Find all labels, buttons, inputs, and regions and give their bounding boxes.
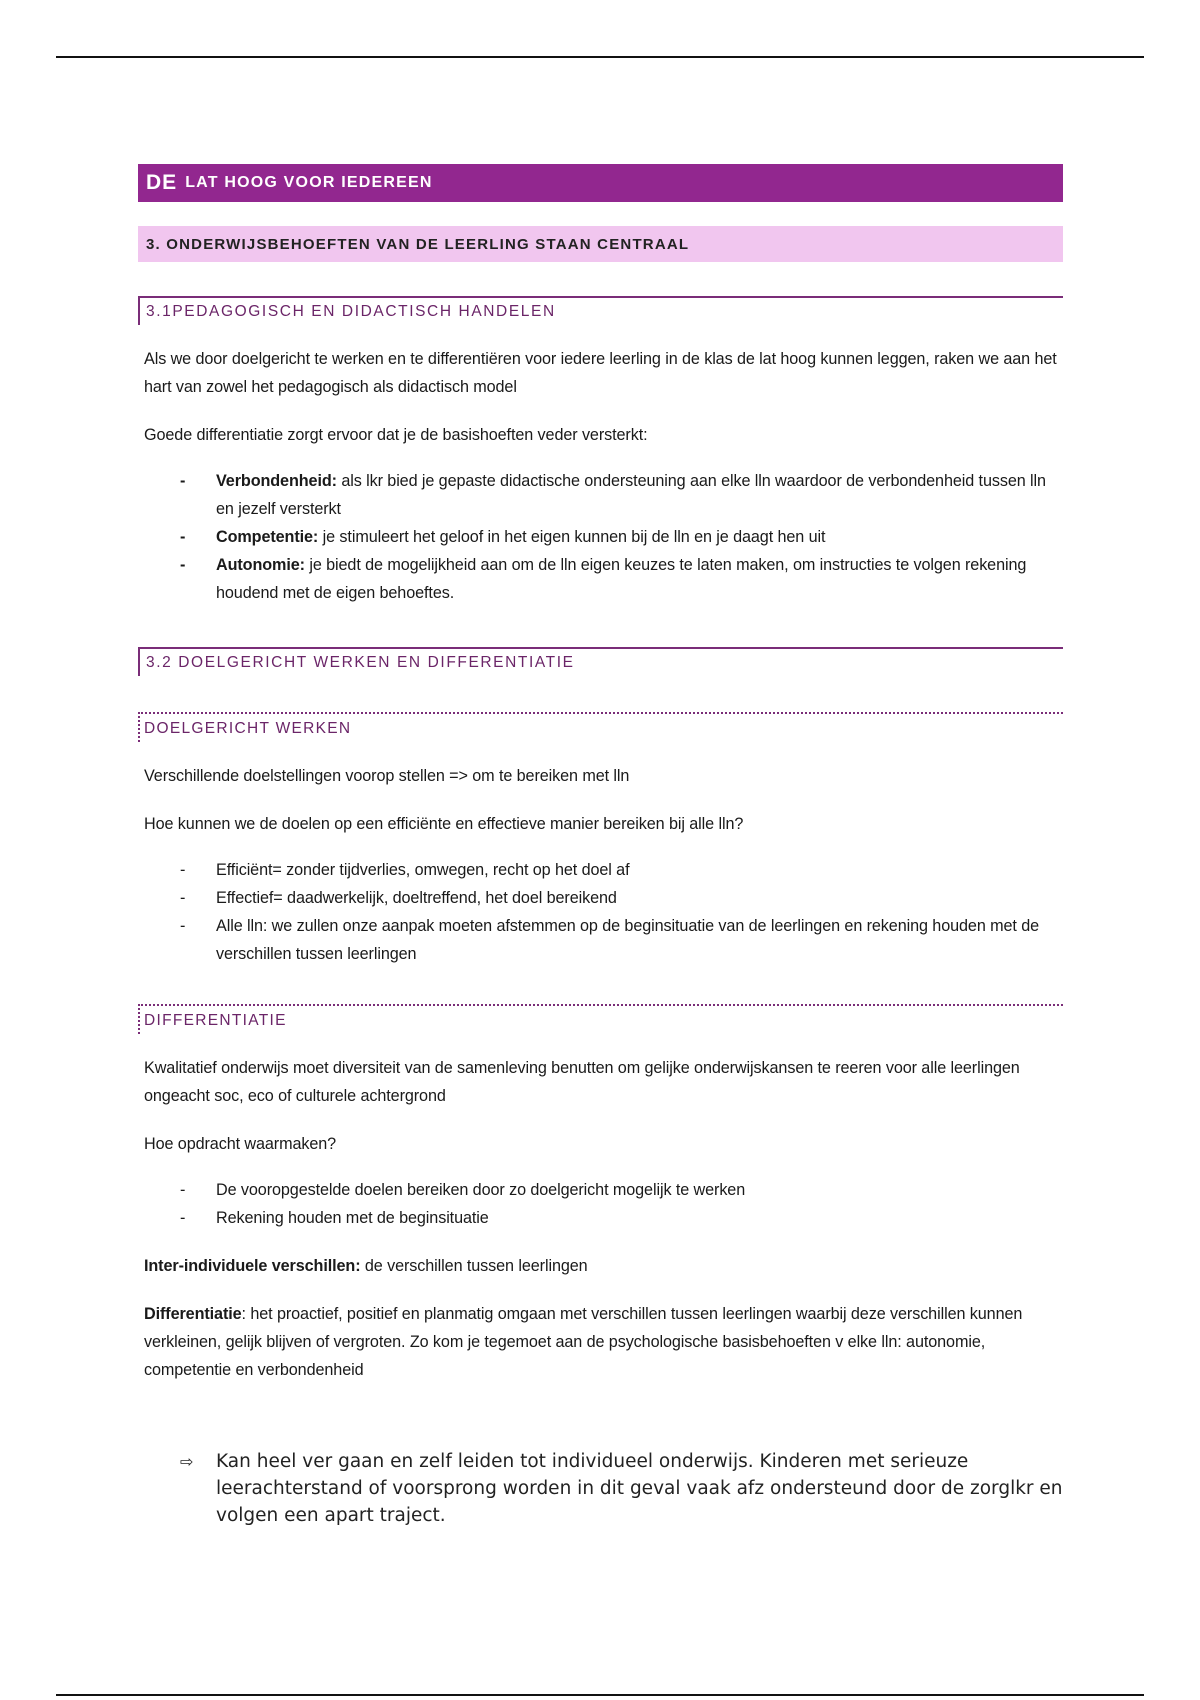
arrow-note — [138, 1448, 1063, 1529]
list-item-text: Alle lln: we zullen onze aanpak moeten afstemmen op de beginsituatie van de leerlingen en rekening houden met de verschillen tussen leerlingen — [216, 917, 1040, 963]
list-item-term: Verbondenheid: — [216, 472, 337, 490]
differentiatie-paragraph-1: Kwalitatief onderwijs moet diversiteit van de samenleving benutten om gelijke onderwijskansen te reeren voor alle leerlingen ongeacht soc, eco of culturele achtergrond — [144, 1059, 1020, 1105]
list-item-term: Autonomie: — [216, 556, 305, 574]
list-item — [138, 1176, 1063, 1204]
list-item-text: je stimuleert het geloof in het eigen kunnen bij de lln en je daagt hen uit — [318, 528, 826, 546]
subsection-heading-doelgericht: DOELGERICHT WERKEN — [138, 712, 1063, 742]
title-prefix: DE — [146, 171, 178, 194]
document-title — [138, 164, 1063, 202]
dash-bullet: - — [180, 889, 186, 907]
list-item-text: Efficiënt= zonder tijdverlies, omwegen, recht op het doel af — [216, 861, 630, 879]
bottom-page-rule — [56, 1694, 1144, 1696]
arrow-right-icon: ⇨ — [180, 1452, 194, 1471]
doelgericht-list — [138, 856, 1063, 968]
dash-bullet: - — [180, 917, 186, 935]
definition-term: Inter-individuele verschillen: — [144, 1257, 361, 1275]
list-item — [138, 856, 1063, 884]
dash-bullet: - — [180, 556, 186, 574]
definition-text: de verschillen tussen leerlingen — [360, 1257, 588, 1275]
dash-bullet: - — [180, 528, 186, 546]
list-item — [138, 551, 1063, 607]
list-item-text: als lkr bied je gepaste didactische ondersteuning aan elke lln waardoor de verbondenheid tussen lln en jezelf versterkt — [216, 472, 1046, 518]
definition-term: Differentiatie — [144, 1305, 242, 1323]
list-item-text: je biedt de mogelijkheid aan om de lln eigen keuzes te laten maken, om instructies te volgen rekening houdend met de eigen behoeftes. — [216, 556, 1027, 602]
list-item — [138, 523, 1063, 551]
list-item-text: Effectief= daadwerkelijk, doeltreffend, het doel bereikend — [216, 889, 617, 907]
section-heading-3-1: 3.1PEDAGOGISCH EN DIDACTISCH HANDELEN — [138, 296, 1063, 325]
differentiatie-list — [138, 1176, 1063, 1232]
list-item-text: Rekening houden met de beginsituatie — [216, 1209, 489, 1227]
basic-needs-list — [138, 467, 1063, 607]
list-item-text: De vooropgestelde doelen bereiken door zo doelgericht mogelijk te werken — [216, 1181, 746, 1199]
list-item — [138, 884, 1063, 912]
list-item — [138, 1204, 1063, 1232]
definition-inter-individual — [144, 1252, 1063, 1280]
top-page-rule — [56, 56, 1144, 58]
list-item-term: Competentie: — [216, 528, 319, 546]
section1-paragraph-2: Goede differentiatie zorgt ervoor dat je de basishoeften veder versterkt: — [144, 426, 648, 444]
dash-bullet: - — [180, 861, 186, 879]
arrow-note-text: Kan heel ver gaan en zelf leiden tot individueel onderwijs. Kinderen met serieuze leerachterstand of voorsprong worden in dit geval vaak afz ondersteund door de zorglkr en volgen een apart traject. — [216, 1451, 1063, 1526]
chapter-heading: 3. ONDERWIJSBEHOEFTEN VAN DE LEERLING STAAN CENTRAAL — [138, 226, 1063, 262]
subsection-heading-differentiatie: DIFFERENTIATIE — [138, 1004, 1063, 1034]
definition-text: : het proactief, positief en planmatig omgaan met verschillen tussen leerlingen waarbij deze verschillen kunnen verkleinen, gelijk blijven of vergroten. Zo kom je tegemoet aan de psychologische basisbehoeften v elke lln: autonomie, competentie en verbondenheid — [144, 1305, 1023, 1379]
list-item — [138, 912, 1063, 968]
dash-bullet: - — [180, 1181, 186, 1199]
document-body — [138, 164, 1063, 1529]
title-rest: LAT HOOG VOOR IEDEREEN — [185, 174, 433, 191]
list-item — [138, 467, 1063, 523]
doelgericht-paragraph-1: Verschillende doelstellingen voorop stellen => om te bereiken met lln — [144, 767, 630, 785]
definition-differentiatie — [144, 1300, 1063, 1384]
section1-paragraph-1: Als we door doelgericht te werken en te differentiëren voor iedere leerling in de klas de lat hoog kunnen leggen, raken we aan het hart van zowel het pedagogisch als didactisch model — [144, 350, 1057, 396]
section-heading-3-2: 3.2 DOELGERICHT WERKEN EN DIFFERENTIATIE — [138, 647, 1063, 676]
doelgericht-paragraph-2: Hoe kunnen we de doelen op een efficiënte en effectieve manier bereiken bij alle lln? — [144, 815, 744, 833]
dash-bullet: - — [180, 1209, 186, 1227]
differentiatie-paragraph-2: Hoe opdracht waarmaken? — [144, 1135, 337, 1153]
dash-bullet: - — [180, 472, 186, 490]
